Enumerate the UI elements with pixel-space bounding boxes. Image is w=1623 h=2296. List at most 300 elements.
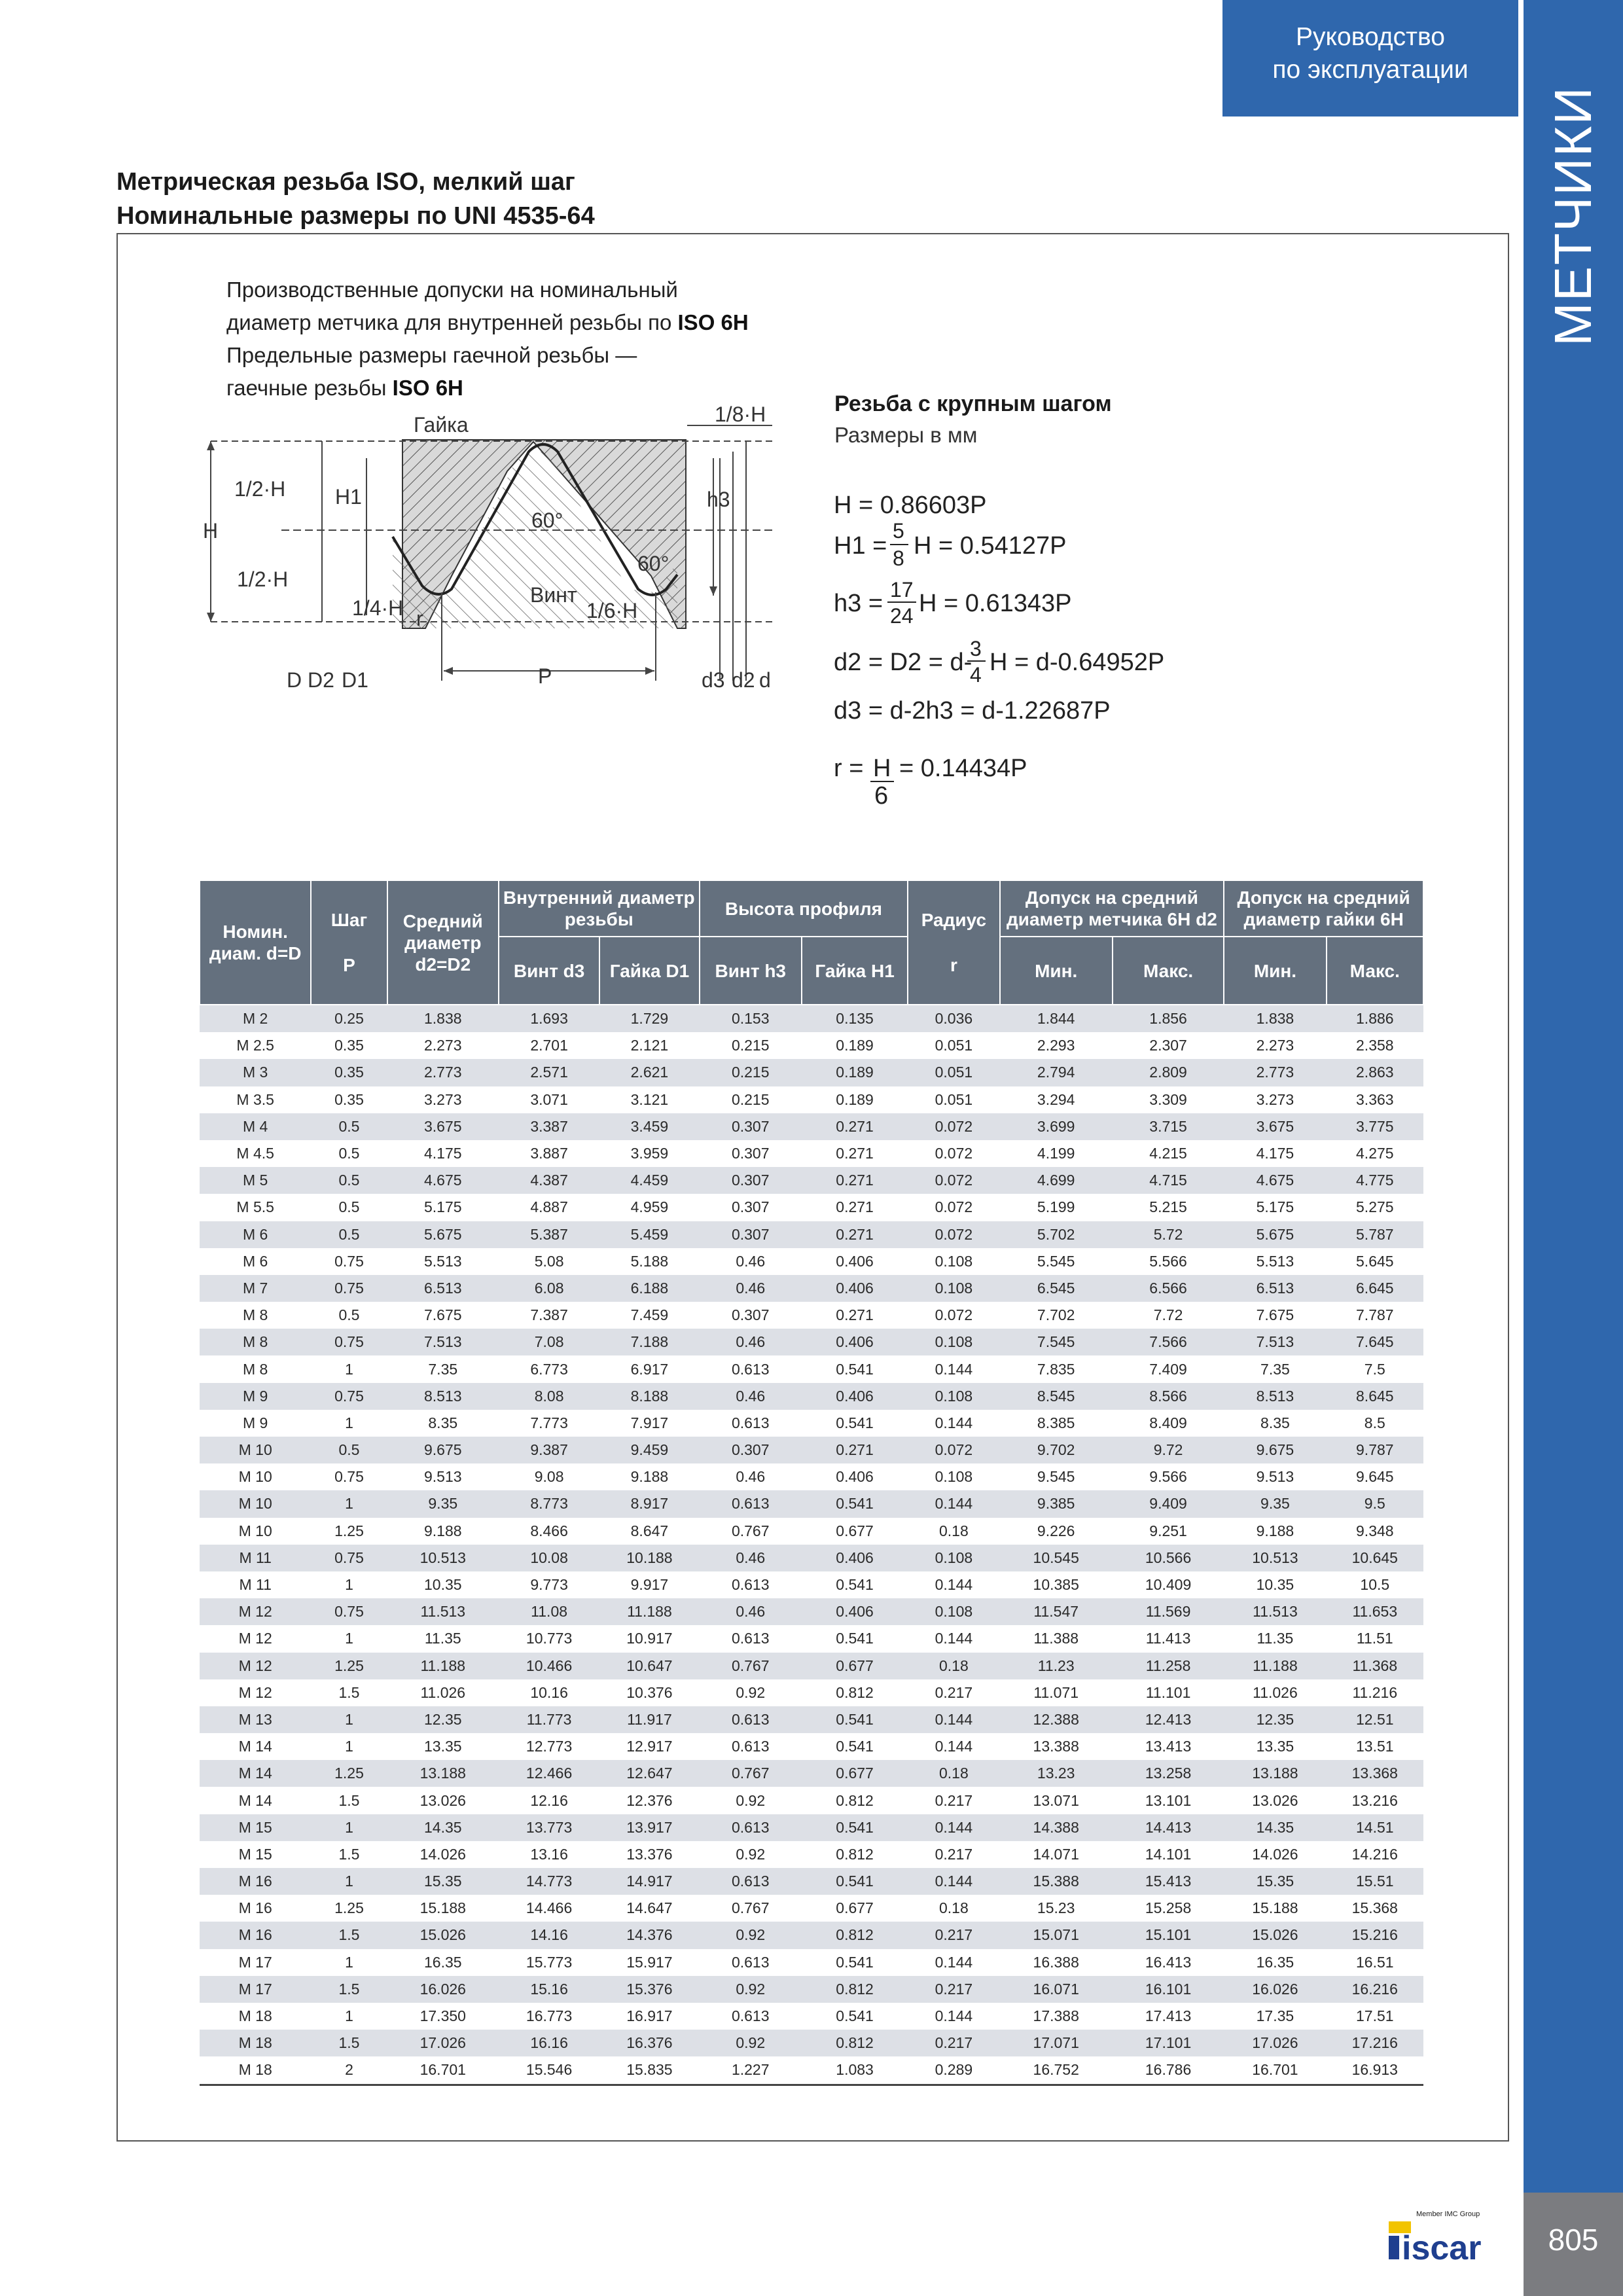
- table-cell: M 8: [200, 1302, 311, 1329]
- table-cell: 11.653: [1327, 1598, 1423, 1625]
- table-cell: 0.35: [311, 1059, 387, 1086]
- table-cell: 0.613: [700, 2003, 802, 2030]
- table-cell: 0.144: [908, 1814, 999, 1841]
- table-cell: 9.773: [499, 1571, 599, 1598]
- col-group-tap-tolerance: Допуск на средний диаметр метчика 6H d2: [1000, 880, 1224, 937]
- table-cell: 7.702: [1000, 1302, 1113, 1329]
- table-cell: 0.135: [802, 1005, 908, 1032]
- table-cell: 13.026: [387, 1787, 499, 1814]
- table-cell: 0.46: [700, 1463, 802, 1490]
- table-cell: 0.18: [908, 1653, 999, 1679]
- table-row: [200, 1733, 1423, 1760]
- table-cell: 0.108: [908, 1329, 999, 1355]
- table-cell: M 18: [200, 2056, 311, 2085]
- table-cell: M 15: [200, 1841, 311, 1868]
- table-cell: 7.08: [499, 1329, 599, 1355]
- table-cell: 11.569: [1113, 1598, 1224, 1625]
- angle-top-label: 60°: [531, 509, 563, 532]
- table-cell: 9.645: [1327, 1463, 1423, 1490]
- table-cell: 0.108: [908, 1383, 999, 1410]
- table-cell: 7.35: [387, 1355, 499, 1382]
- table-cell: 0.5: [311, 1113, 387, 1140]
- table-row: [200, 1221, 1423, 1248]
- table-cell: 13.35: [1224, 1733, 1326, 1760]
- table-cell: M 16: [200, 1868, 311, 1895]
- table-cell: 0.215: [700, 1086, 802, 1113]
- table-cell: 10.5: [1327, 1571, 1423, 1598]
- table-cell: 10.466: [499, 1653, 599, 1679]
- table-cell: 9.513: [1224, 1463, 1326, 1490]
- table-cell: M 2: [200, 1005, 311, 1032]
- table-cell: M 4: [200, 1113, 311, 1140]
- table-cell: 0.217: [908, 1787, 999, 1814]
- table-cell: 0.25: [311, 1005, 387, 1032]
- table-cell: M 18: [200, 2030, 311, 2056]
- table-cell: 14.466: [499, 1895, 599, 1922]
- table-cell: 11.413: [1113, 1625, 1224, 1652]
- table-cell: 0.75: [311, 1383, 387, 1410]
- table-row: [200, 1302, 1423, 1329]
- table-cell: 0.767: [700, 1895, 802, 1922]
- table-cell: 5.275: [1327, 1194, 1423, 1221]
- iscar-logo: [1382, 2207, 1513, 2266]
- table-cell: 1: [311, 2003, 387, 2030]
- table-cell: 13.258: [1113, 1760, 1224, 1787]
- col-group-profile-height: Высота профиля: [700, 880, 908, 937]
- table-cell: 0.217: [908, 1922, 999, 1948]
- col-tap-min: Мин.: [1000, 937, 1113, 1005]
- table-cell: 1.838: [387, 1005, 499, 1032]
- table-row: [200, 1976, 1423, 2003]
- table-cell: 16.701: [1224, 2056, 1326, 2085]
- table-cell: 9.385: [1000, 1490, 1113, 1517]
- table-cell: 7.188: [599, 1329, 699, 1355]
- coarse-thread-title: Резьба с крупным шагом: [834, 391, 1112, 416]
- table-cell: 0.541: [802, 1410, 908, 1437]
- table-cell: M 2.5: [200, 1032, 311, 1059]
- table-cell: 2.358: [1327, 1032, 1423, 1059]
- table-cell: 6.513: [387, 1275, 499, 1302]
- table-cell: 1: [311, 1410, 387, 1437]
- table-cell: 6.917: [599, 1355, 699, 1382]
- table-cell: 14.35: [387, 1814, 499, 1841]
- table-row: [200, 1410, 1423, 1437]
- table-cell: 17.413: [1113, 2003, 1224, 2030]
- table-cell: 1: [311, 1814, 387, 1841]
- col-mean-diameter: Средний диаметр d2=D2: [387, 880, 499, 1005]
- table-cell: 5.513: [1224, 1248, 1326, 1275]
- table-cell: 0.189: [802, 1059, 908, 1086]
- table-cell: 7.675: [387, 1302, 499, 1329]
- table-cell: 9.35: [387, 1490, 499, 1517]
- table-cell: 1: [311, 1355, 387, 1382]
- table-cell: 14.16: [499, 1922, 599, 1948]
- table-cell: 0.406: [802, 1598, 908, 1625]
- table-row: [200, 1167, 1423, 1194]
- table-cell: 5.387: [499, 1221, 599, 1248]
- table-cell: 1: [311, 1571, 387, 1598]
- table-row: [200, 1571, 1423, 1598]
- table-cell: M 14: [200, 1733, 311, 1760]
- table-row: [200, 1355, 1423, 1382]
- table-cell: 6.645: [1327, 1275, 1423, 1302]
- svg-text:Member IMC Group: Member IMC Group: [1416, 2210, 1480, 2218]
- table-cell: 16.101: [1113, 1976, 1224, 2003]
- table-cell: 0.812: [802, 2030, 908, 2056]
- table-cell: 0.144: [908, 2003, 999, 2030]
- table-cell: 2.701: [499, 1032, 599, 1059]
- table-cell: 0.613: [700, 1410, 802, 1437]
- table-cell: 10.409: [1113, 1571, 1224, 1598]
- table-cell: 16.773: [499, 2003, 599, 2030]
- formula-r-rhs: = 0.14434P: [899, 755, 1027, 782]
- table-cell: 6.773: [499, 1355, 599, 1382]
- table-cell: 4.775: [1327, 1167, 1423, 1194]
- table-row: [200, 1437, 1423, 1463]
- table-cell: M 8: [200, 1329, 311, 1355]
- table-cell: 0.217: [908, 1679, 999, 1706]
- table-cell: 2.621: [599, 1059, 699, 1086]
- table-cell: 15.23: [1000, 1895, 1113, 1922]
- table-cell: 7.675: [1224, 1302, 1326, 1329]
- table-cell: M 3.5: [200, 1086, 311, 1113]
- table-cell: 0.406: [802, 1275, 908, 1302]
- table-cell: 6.188: [599, 1275, 699, 1302]
- table-cell: 0.92: [700, 1922, 802, 1948]
- formula-h3-lhs: h3 =: [834, 590, 883, 617]
- table-cell: 7.513: [387, 1329, 499, 1355]
- table-row: [200, 1194, 1423, 1221]
- formula-h1-den: 8: [893, 547, 904, 570]
- table-row: [200, 1922, 1423, 1948]
- table-cell: 4.959: [599, 1194, 699, 1221]
- table-cell: 7.545: [1000, 1329, 1113, 1355]
- table-cell: 16.376: [599, 2030, 699, 2056]
- table-cell: 0.5: [311, 1167, 387, 1194]
- table-cell: 13.16: [499, 1841, 599, 1868]
- table-cell: 0.541: [802, 1706, 908, 1733]
- table-cell: 0.5: [311, 1437, 387, 1463]
- table-cell: 9.566: [1113, 1463, 1224, 1490]
- table-cell: 5.702: [1000, 1221, 1113, 1248]
- table-cell: 2.293: [1000, 1032, 1113, 1059]
- formula-d2-den: 4: [970, 663, 982, 687]
- table-cell: M 7: [200, 1275, 311, 1302]
- table-cell: 16.071: [1000, 1976, 1113, 2003]
- table-cell: 5.08: [499, 1248, 599, 1275]
- table-row: [200, 1760, 1423, 1787]
- table-cell: 8.513: [387, 1383, 499, 1410]
- table-cell: 12.773: [499, 1733, 599, 1760]
- table-cell: 7.835: [1000, 1355, 1113, 1382]
- h-label: H: [203, 519, 219, 543]
- table-cell: 14.026: [387, 1841, 499, 1868]
- table-cell: 8.545: [1000, 1383, 1113, 1410]
- table-cell: 0.271: [802, 1221, 908, 1248]
- table-cell: 0.144: [908, 1625, 999, 1652]
- table-cell: 8.566: [1113, 1383, 1224, 1410]
- table-row: [200, 2030, 1423, 2056]
- table-row: [200, 1140, 1423, 1167]
- table-cell: 0.46: [700, 1545, 802, 1571]
- table-cell: 15.388: [1000, 1868, 1113, 1895]
- formula-h1-num: 5: [893, 519, 904, 543]
- table-cell: 0.051: [908, 1059, 999, 1086]
- table-cell: 11.188: [1224, 1653, 1326, 1679]
- table-cell: 9.72: [1113, 1437, 1224, 1463]
- h1-label: H1: [335, 485, 362, 509]
- table-cell: 16.35: [387, 1949, 499, 1976]
- table-cell: 11.258: [1113, 1653, 1224, 1679]
- table-cell: M 10: [200, 1437, 311, 1463]
- table-cell: 8.35: [387, 1410, 499, 1437]
- table-cell: 13.917: [599, 1814, 699, 1841]
- table-cell: M 17: [200, 1949, 311, 1976]
- thread-formulas: [832, 483, 1199, 810]
- table-row: [200, 2003, 1423, 2030]
- table-cell: M 5.5: [200, 1194, 311, 1221]
- table-cell: 0.051: [908, 1086, 999, 1113]
- table-cell: 0.108: [908, 1545, 999, 1571]
- table-cell: 9.188: [387, 1518, 499, 1545]
- table-cell: 7.566: [1113, 1329, 1224, 1355]
- table-row: [200, 1679, 1423, 1706]
- table-cell: 14.917: [599, 1868, 699, 1895]
- table-cell: 1: [311, 1706, 387, 1733]
- table-cell: 0.92: [700, 1787, 802, 1814]
- table-cell: 7.72: [1113, 1302, 1224, 1329]
- table-cell: 7.787: [1327, 1302, 1423, 1329]
- table-cell: 12.388: [1000, 1706, 1113, 1733]
- table-cell: M 10: [200, 1518, 311, 1545]
- col-pitch: Шаг P: [311, 880, 387, 1005]
- table-cell: 0.271: [802, 1140, 908, 1167]
- table-cell: 0.271: [802, 1167, 908, 1194]
- table-cell: 5.545: [1000, 1248, 1113, 1275]
- table-cell: 3.675: [1224, 1113, 1326, 1140]
- table-cell: 13.188: [1224, 1760, 1326, 1787]
- table-cell: 0.307: [700, 1437, 802, 1463]
- table-cell: 3.675: [387, 1113, 499, 1140]
- table-cell: 12.51: [1327, 1706, 1423, 1733]
- table-row: [200, 1383, 1423, 1410]
- table-cell: 0.541: [802, 1355, 908, 1382]
- table-cell: 0.677: [802, 1760, 908, 1787]
- table-cell: 16.51: [1327, 1949, 1423, 1976]
- sixth-h-label: 1/6·H: [586, 599, 638, 622]
- table-cell: 14.071: [1000, 1841, 1113, 1868]
- table-cell: 0.217: [908, 2030, 999, 2056]
- formula-r-num: H: [873, 755, 891, 782]
- table-cell: 1: [311, 1625, 387, 1652]
- table-cell: M 13: [200, 1706, 311, 1733]
- table-cell: 0.75: [311, 1598, 387, 1625]
- table-row: [200, 1895, 1423, 1922]
- table-cell: 13.388: [1000, 1733, 1113, 1760]
- table-cell: 8.513: [1224, 1383, 1326, 1410]
- guide-badge: Руководство по эксплуатации: [1222, 0, 1518, 117]
- table-cell: 12.35: [387, 1706, 499, 1733]
- table-cell: 3.715: [1113, 1113, 1224, 1140]
- formula-h1-lhs: H1 =: [834, 532, 887, 560]
- table-cell: 1.5: [311, 1841, 387, 1868]
- table-cell: 16.913: [1327, 2056, 1423, 2085]
- table-cell: 9.387: [499, 1437, 599, 1463]
- table-cell: 10.188: [599, 1545, 699, 1571]
- table-cell: 0.289: [908, 2056, 999, 2085]
- table-cell: 16.413: [1113, 1949, 1224, 1976]
- table-cell: 9.409: [1113, 1490, 1224, 1517]
- table-cell: 5.215: [1113, 1194, 1224, 1221]
- table-row: [200, 1059, 1423, 1086]
- table-row: [200, 1598, 1423, 1625]
- table-cell: 15.216: [1327, 1922, 1423, 1948]
- table-cell: 4.387: [499, 1167, 599, 1194]
- pitch-label: P: [538, 664, 552, 688]
- table-cell: 1.25: [311, 1760, 387, 1787]
- angle-right-label: 60°: [637, 552, 669, 575]
- table-cell: 5.459: [599, 1221, 699, 1248]
- table-cell: M 12: [200, 1598, 311, 1625]
- table-cell: 0.541: [802, 1625, 908, 1652]
- table-cell: 0.217: [908, 1976, 999, 2003]
- table-cell: 3.273: [387, 1086, 499, 1113]
- table-cell: 0.072: [908, 1437, 999, 1463]
- table-row: [200, 1868, 1423, 1895]
- table-cell: 0.307: [700, 1221, 802, 1248]
- table-cell: 0.18: [908, 1895, 999, 1922]
- table-row: [200, 1275, 1423, 1302]
- table-cell: 9.513: [387, 1463, 499, 1490]
- table-cell: 0.189: [802, 1032, 908, 1059]
- table-cell: M 8: [200, 1355, 311, 1382]
- table-cell: 14.51: [1327, 1814, 1423, 1841]
- table-cell: 1.227: [700, 2056, 802, 2085]
- table-cell: 0.18: [908, 1518, 999, 1545]
- table-cell: 5.513: [387, 1248, 499, 1275]
- table-cell: 11.101: [1113, 1679, 1224, 1706]
- formula-h3-rhs: H = 0.61343P: [919, 590, 1072, 617]
- table-cell: 0.406: [802, 1329, 908, 1355]
- table-cell: 10.35: [1224, 1571, 1326, 1598]
- formula-d3: d3 = d-2h3 = d-1.22687P: [834, 697, 1111, 725]
- d1-label: D1: [342, 668, 368, 692]
- table-row: [200, 1949, 1423, 1976]
- table-cell: 3.071: [499, 1086, 599, 1113]
- table-cell: 9.675: [1224, 1437, 1326, 1463]
- table-cell: 15.026: [1224, 1922, 1326, 1948]
- table-cell: 0.613: [700, 1490, 802, 1517]
- table-cell: 7.5: [1327, 1355, 1423, 1382]
- table-cell: 15.35: [1224, 1868, 1326, 1895]
- coarse-thread-subtitle: Размеры в мм: [834, 423, 978, 447]
- table-cell: 11.773: [499, 1706, 599, 1733]
- table-cell: 15.188: [387, 1895, 499, 1922]
- table-cell: 11.026: [387, 1679, 499, 1706]
- table-cell: 10.566: [1113, 1545, 1224, 1571]
- table-cell: 0.5: [311, 1302, 387, 1329]
- table-cell: 12.917: [599, 1733, 699, 1760]
- table-cell: 13.51: [1327, 1733, 1423, 1760]
- table-cell: 0.108: [908, 1248, 999, 1275]
- table-cell: 0.307: [700, 1113, 802, 1140]
- table-row: [200, 1005, 1423, 1032]
- table-cell: 1.838: [1224, 1005, 1326, 1032]
- col-screw-h3: Винт h3: [700, 937, 802, 1005]
- col-nut-d1: Гайка D1: [599, 937, 699, 1005]
- table-cell: M 12: [200, 1625, 311, 1652]
- table-cell: 15.773: [499, 1949, 599, 1976]
- table-cell: 11.388: [1000, 1625, 1113, 1652]
- table-cell: 10.08: [499, 1545, 599, 1571]
- table-cell: 2: [311, 2056, 387, 2085]
- table-cell: 3.959: [599, 1140, 699, 1167]
- table-cell: 10.376: [599, 1679, 699, 1706]
- table-cell: 1.856: [1113, 1005, 1224, 1032]
- table-cell: 5.188: [599, 1248, 699, 1275]
- table-cell: 1.729: [599, 1005, 699, 1032]
- page-title: Метрическая резьба ISO, мелкий шаг Номинальные размеры по UNI 4535-64: [116, 168, 595, 230]
- table-row: [200, 1248, 1423, 1275]
- table-cell: 0.215: [700, 1032, 802, 1059]
- table-cell: 1.886: [1327, 1005, 1423, 1032]
- table-cell: M 16: [200, 1895, 311, 1922]
- table-cell: 0.5: [311, 1140, 387, 1167]
- table-cell: 0.75: [311, 1463, 387, 1490]
- table-row: [200, 1329, 1423, 1355]
- table-cell: 0.108: [908, 1463, 999, 1490]
- tolerance-description: Производственные допуски на номинальный диаметр метчика для внутренней резьбы по ISO 6H Предельные размеры гаечной резьбы — гаечные резьбы ISO 6H: [226, 278, 749, 400]
- table-cell: 7.35: [1224, 1355, 1326, 1382]
- table-cell: 1.25: [311, 1653, 387, 1679]
- table-cell: 7.409: [1113, 1355, 1224, 1382]
- table-cell: 16.917: [599, 2003, 699, 2030]
- table-cell: 11.513: [387, 1598, 499, 1625]
- table-row: [200, 1490, 1423, 1517]
- table-cell: 2.809: [1113, 1059, 1224, 1086]
- table-cell: 3.699: [1000, 1113, 1113, 1140]
- table-cell: 13.23: [1000, 1760, 1113, 1787]
- eighth-h-label: 1/8·H: [715, 403, 766, 426]
- table-cell: 3.459: [599, 1113, 699, 1140]
- table-cell: 5.566: [1113, 1248, 1224, 1275]
- table-cell: 7.459: [599, 1302, 699, 1329]
- table-cell: 0.812: [802, 1841, 908, 1868]
- screw-d2-label: d2: [732, 668, 755, 692]
- table-cell: 0.46: [700, 1248, 802, 1275]
- table-cell: 15.101: [1113, 1922, 1224, 1948]
- table-cell: 1.5: [311, 1787, 387, 1814]
- table-cell: 9.35: [1224, 1490, 1326, 1517]
- table-cell: M 14: [200, 1787, 311, 1814]
- table-cell: 0.18: [908, 1760, 999, 1787]
- table-cell: 0.613: [700, 1625, 802, 1652]
- table-cell: 8.385: [1000, 1410, 1113, 1437]
- table-cell: 14.101: [1113, 1841, 1224, 1868]
- table-cell: 4.215: [1113, 1140, 1224, 1167]
- table-cell: 0.271: [802, 1302, 908, 1329]
- table-cell: 0.406: [802, 1545, 908, 1571]
- table-row: [200, 1086, 1423, 1113]
- table-cell: 0.35: [311, 1032, 387, 1059]
- table-cell: 0.5: [311, 1194, 387, 1221]
- table-cell: 13.216: [1327, 1787, 1423, 1814]
- table-cell: 0.108: [908, 1598, 999, 1625]
- table-row: [200, 1841, 1423, 1868]
- table-body: [200, 1005, 1423, 2085]
- table-cell: 8.188: [599, 1383, 699, 1410]
- table-cell: M 16: [200, 1922, 311, 1948]
